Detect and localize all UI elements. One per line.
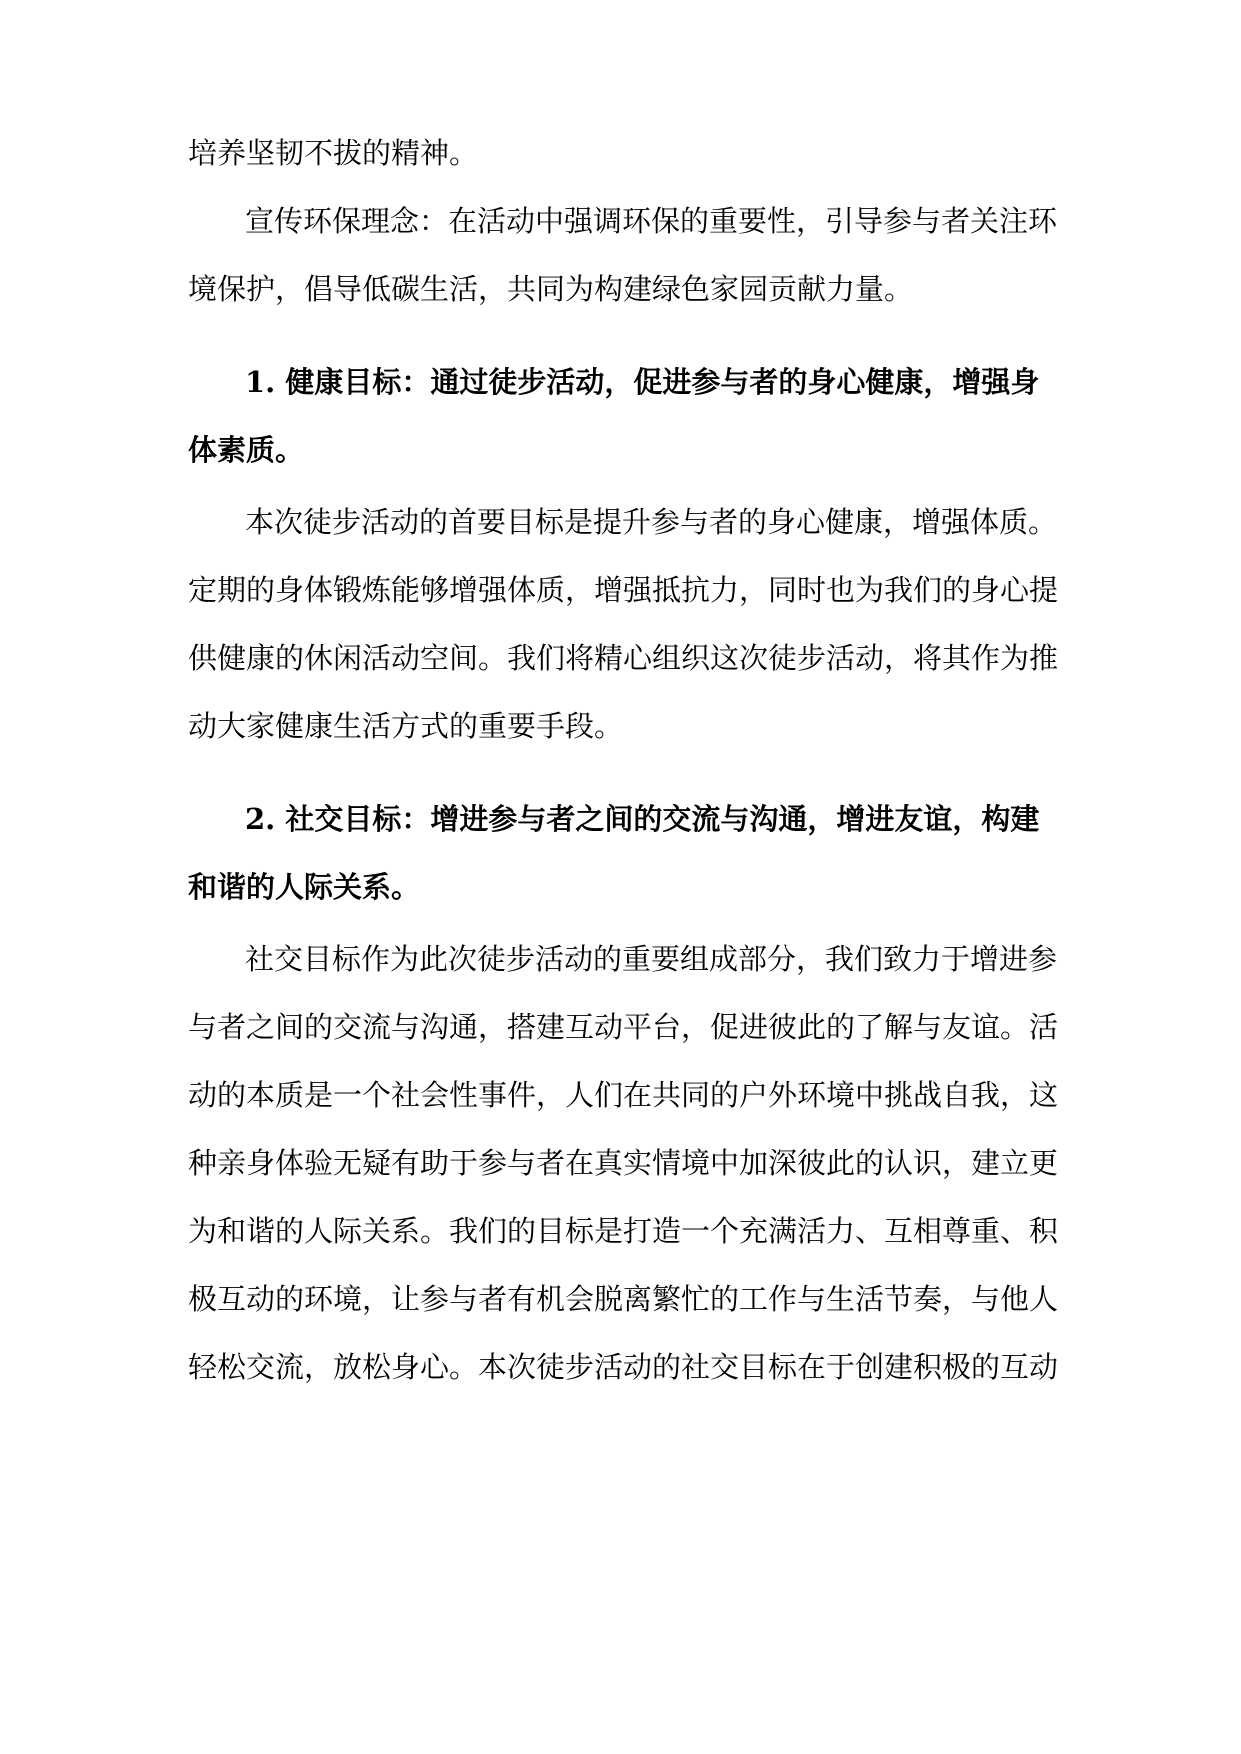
section-heading-health-continued: 体素质。 xyxy=(188,433,305,467)
paragraph-line: 极互动的环境，让参与者有机会脱离繁忙的工作与生活节奏，与他人 xyxy=(188,1282,1058,1316)
paragraph-line: 宣传环保理念：在活动中强调环保的重要性，引导参与者关注环 xyxy=(245,204,1058,238)
paragraph-line: 社交目标作为此次徒步活动的重要组成部分，我们致力于增进参 xyxy=(245,942,1058,976)
paragraph-line: 定期的身体锻炼能够增强体质，增强抵抗力，同时也为我们的身心提 xyxy=(188,573,1058,607)
paragraph-line: 轻松交流，放松身心。本次徒步活动的社交目标在于创建积极的互动 xyxy=(188,1350,1058,1384)
paragraph-line: 与者之间的交流与沟通，搭建互动平台，促进彼此的了解与友谊。活 xyxy=(188,1010,1058,1044)
section-heading-social: 2. 社交目标：增进参与者之间的交流与沟通，增进友谊，构建 xyxy=(245,802,1040,836)
paragraph-line: 为和谐的人际关系。我们的目标是打造一个充满活力、互相尊重、积 xyxy=(188,1214,1058,1248)
section-heading-health: 1. 健康目标：通过徒步活动，促进参与者的身心健康，增强身 xyxy=(245,365,1040,399)
paragraph-line: 境保护，倡导低碳生活，共同为构建绿色家园贡献力量。 xyxy=(188,272,914,306)
paragraph-line: 动的本质是一个社会性事件，人们在共同的户外环境中挑战自我，这 xyxy=(188,1078,1058,1112)
paragraph-line: 本次徒步活动的首要目标是提升参与者的身心健康，增强体质。 xyxy=(245,505,1058,539)
paragraph-line: 供健康的休闲活动空间。我们将精心组织这次徒步活动，将其作为推 xyxy=(188,641,1058,675)
section-heading-social-continued: 和谐的人际关系。 xyxy=(188,870,421,904)
paragraph-line: 培养坚韧不拔的精神。 xyxy=(188,136,479,170)
paragraph-line: 种亲身体验无疑有助于参与者在真实情境中加深彼此的认识，建立更 xyxy=(188,1146,1058,1180)
paragraph-line: 动大家健康生活方式的重要手段。 xyxy=(188,709,624,743)
